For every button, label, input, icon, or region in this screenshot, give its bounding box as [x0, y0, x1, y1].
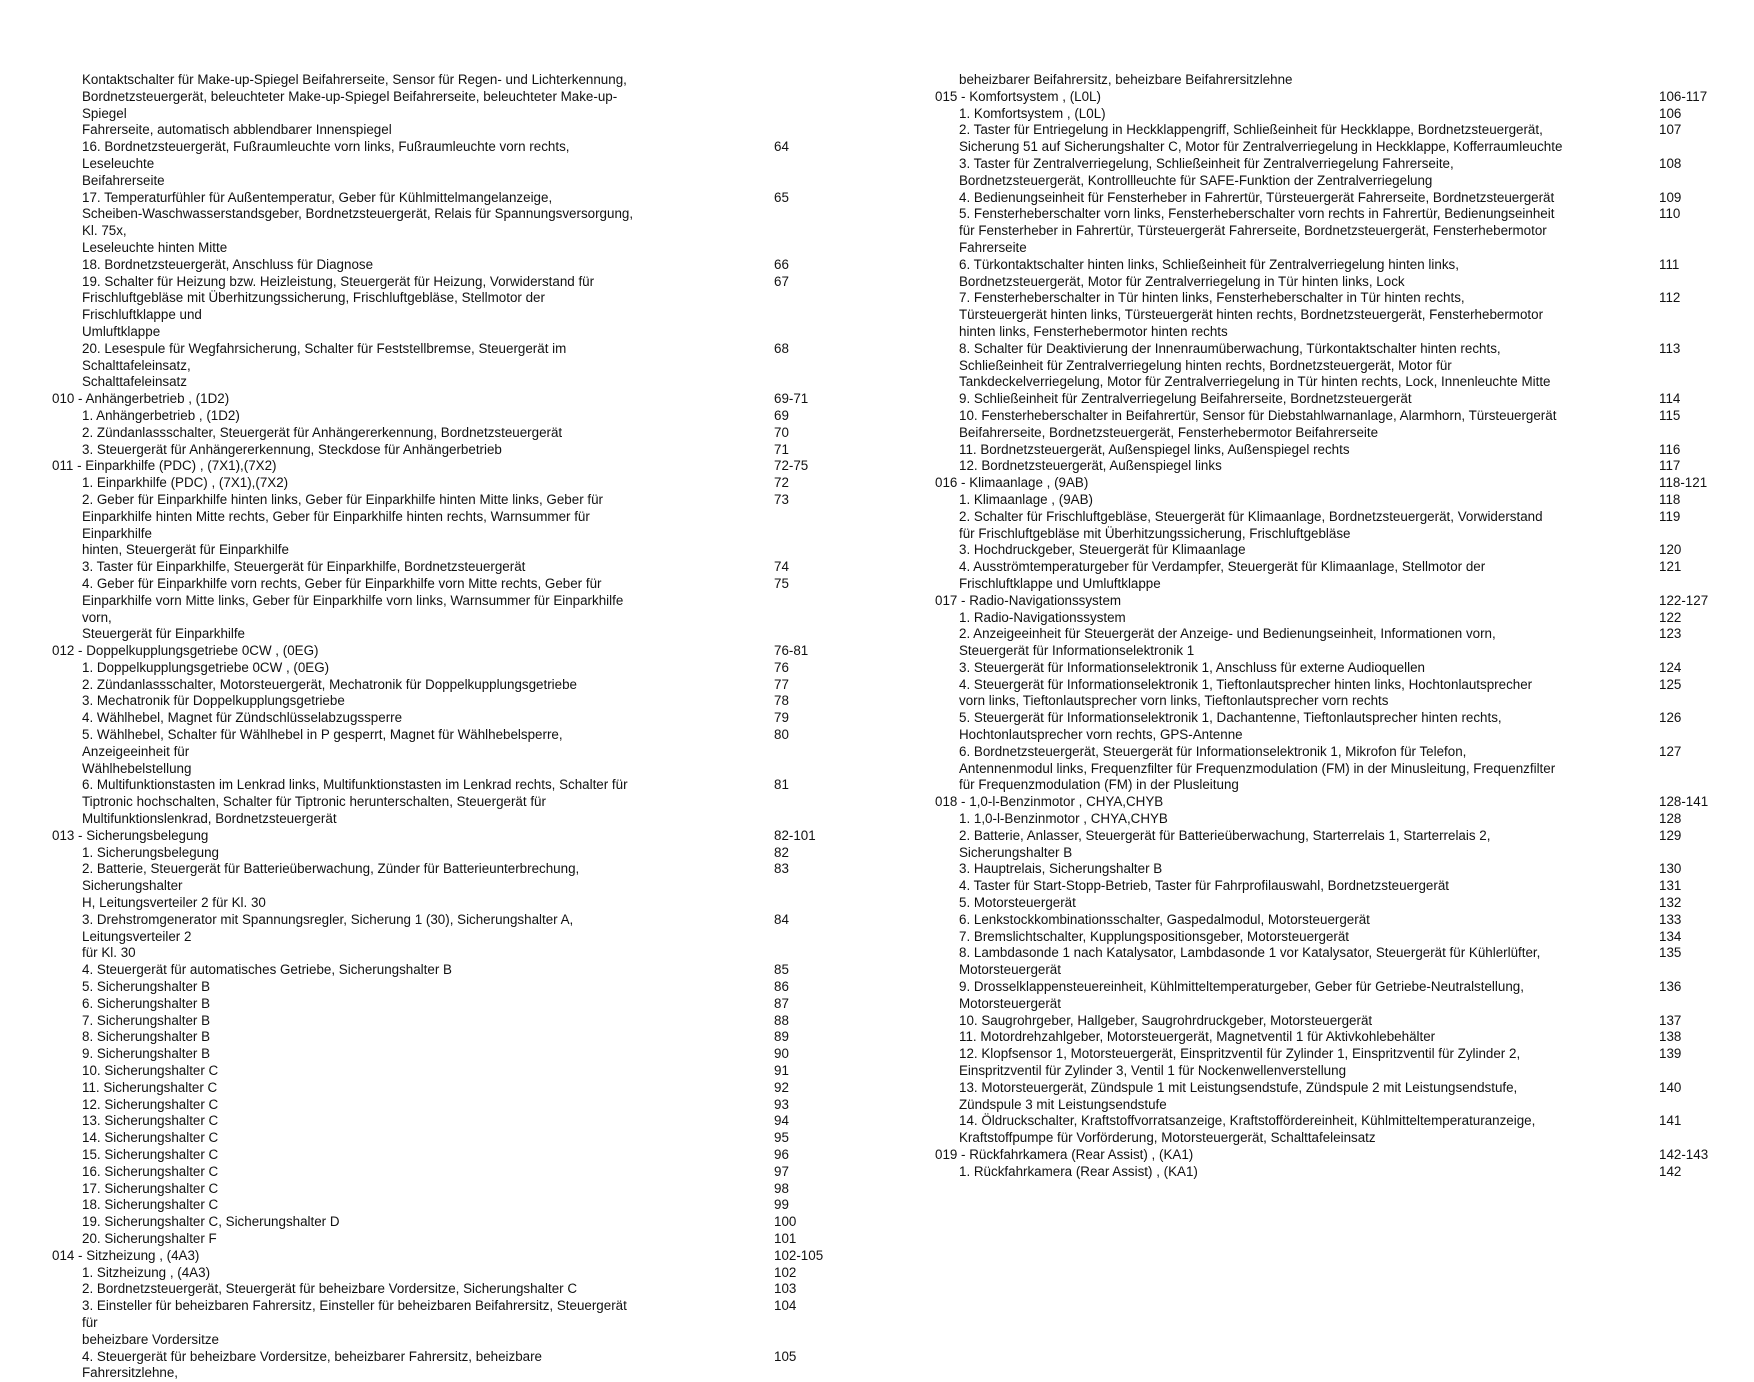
toc-entry-title: 3. Steuergerät für Informationselektronik 1, Anschluss für externe Audioquellen — [959, 659, 1425, 675]
toc-entry — [52, 777, 812, 827]
toc-page-number: 122 — [1659, 609, 1682, 625]
toc-entry — [52, 912, 812, 962]
toc-entry — [52, 1349, 812, 1382]
toc-page-number: 124 — [1659, 659, 1682, 675]
toc-page-number: 66 — [774, 256, 789, 272]
toc-entry-title: 014 - Sitzheizung , (4A3) — [52, 1247, 200, 1263]
toc-page-number: 72-75 — [774, 458, 809, 474]
toc-entry-title: 9. Schließeinheit für Zentralverriegelung Beifahrerseite, Bordnetzsteuergerät — [959, 391, 1412, 407]
toc-entry — [935, 190, 1715, 207]
toc-entry-title: 1. Komfortsystem , (L0L) — [959, 105, 1106, 121]
toc-page-number: 92 — [774, 1079, 789, 1095]
toc-entry — [935, 912, 1715, 929]
toc-entry-title: 6. Bordnetzsteuergerät, Steuergerät für Informationselektronik 1, Mikrofon für Telefon, Antennenmodul links, Frequenzfilter für Frequenzmodulation (FM) in der Minusleitung, Frequenzfilter für Frequenzmodulation (FM) in der Plusleitung — [959, 743, 1556, 793]
toc-entry-title: 013 - Sicherungsbelegung — [52, 827, 209, 843]
toc-entry-title: 16. Bordnetzsteuergerät, Fußraumleuchte vorn links, Fußraumleuchte vorn rechts, Leseleuchte Beifahrerseite — [82, 139, 570, 188]
toc-page-number: 109 — [1659, 189, 1682, 205]
toc-page-number: 99 — [774, 1197, 789, 1213]
toc-left-column — [52, 72, 824, 1382]
toc-entry-title: 1. Einparkhilfe (PDC) , (7X1),(7X2) — [82, 475, 289, 491]
toc-entry — [52, 559, 812, 576]
toc-entry — [935, 1113, 1715, 1147]
toc-entry-title: 8. Lambdasonde 1 nach Katalysator, Lambdasonde 1 vor Katalysator, Steuergerät für Kühlerlüfter, Motorsteuergerät — [959, 945, 1541, 978]
toc-entry-title: 2. Schalter für Frischluftgebläse, Steuergerät für Klimaanlage, Bordnetzsteuergerät, Vorwiderstand für Frischluftgebläse mit Überhitzungssicherung, Frischluftgebläse — [959, 508, 1543, 541]
toc-entry — [52, 979, 812, 996]
toc-page-number: 84 — [774, 911, 789, 927]
toc-entry — [935, 156, 1715, 190]
toc-entry — [935, 1046, 1715, 1080]
toc-entry — [52, 845, 812, 862]
toc-entry — [52, 1281, 812, 1298]
toc-entry — [52, 1080, 812, 1097]
toc-page-number: 86 — [774, 979, 789, 995]
toc-entry-title: 9. Drosselklappensteuereinheit, Kühlmitteltemperaturgeber, Geber für Getriebe-Neutralstellung, Motorsteuergerät — [959, 979, 1524, 1011]
toc-entry-title: 018 - 1,0-l-Benzinmotor , CHYA,CHYB — [935, 794, 1164, 810]
toc-page-number: 76-81 — [774, 643, 809, 659]
toc-entry-title: 1. Klimaanlage , (9AB) — [959, 491, 1093, 507]
toc-entry-title: 015 - Komfortsystem , (L0L) — [935, 88, 1101, 104]
toc-section-heading — [52, 1247, 824, 1265]
toc-page-number: 74 — [774, 559, 789, 575]
toc-entry — [935, 610, 1715, 627]
toc-entry — [935, 509, 1715, 543]
toc-entry-title: 010 - Anhängerbetrieb , (1D2) — [52, 391, 230, 407]
toc-entry — [935, 710, 1715, 744]
toc-entry — [52, 996, 812, 1013]
toc-page-number: 100 — [774, 1214, 797, 1230]
toc-entry-title: 3. Taster für Zentralverriegelung, Schließeinheit für Zentralverriegelung Fahrerseite, Bordnetzsteuergerät, Kontrollleuchte für SAFE-Funktion der Zentralverriegelung — [959, 155, 1454, 188]
toc-entry-title: 12. Klopfsensor 1, Motorsteuergerät, Einspritzventil für Zylinder 1, Einspritzventil für Zylinder 2, Einspritzventil für Zylinder 3, Ventil 1 für Nockenwellenverstellung — [959, 1046, 1521, 1079]
toc-entry-title: beheizbarer Beifahrersitz, beheizbare Beifahrersitzlehne — [959, 72, 1293, 87]
toc-entry-title: 3. Hochdruckgeber, Steuergerät für Klimaanlage — [959, 542, 1246, 558]
toc-entry — [52, 1063, 812, 1080]
toc-entry — [52, 1298, 812, 1348]
toc-page-number: 106 — [1659, 105, 1682, 121]
toc-entry — [935, 878, 1715, 895]
toc-page-number: 118 — [1659, 491, 1681, 507]
toc-entry — [52, 1197, 812, 1214]
toc-entry — [935, 1029, 1715, 1046]
toc-entry-title: 2. Anzeigeeinheit für Steuergerät der Anzeige- und Bedienungseinheit, Informationen vorn, Steuergerät für Informationselektronik 1 — [959, 626, 1496, 659]
toc-entry-title: 8. Sicherungshalter B — [82, 1029, 211, 1045]
toc-entry-title: Kontaktschalter für Make-up-Spiegel Beifahrerseite, Sensor für Regen- und Lichterkennung, Bordnetzsteuergerät, beleuchteter Make-up-Spiegel Beifahrerseite, beleuchteter Make-up-Spiegel Fahrerseite, automatisch abblendbarer Innenspiegel — [82, 72, 627, 138]
toc-entry-title: 2. Zündanlassschalter, Steuergerät für Anhängererkennung, Bordnetzsteuergerät — [82, 424, 563, 440]
toc-entry-title: 18. Bordnetzsteuergerät, Anschluss für Diagnose — [82, 256, 374, 272]
toc-page-number: 135 — [1659, 945, 1682, 961]
toc-entry — [52, 442, 812, 459]
toc-page-number: 119 — [1659, 508, 1681, 524]
toc-section-heading — [935, 1147, 1715, 1164]
toc-entry-title: 4. Steuergerät für automatisches Getriebe, Sicherungshalter B — [82, 962, 452, 978]
toc-section-heading — [52, 643, 812, 660]
toc-entry — [935, 1080, 1715, 1114]
toc-entry-title: 2. Taster für Entriegelung in Heckklappengriff, Schließeinheit für Heckklappe, Bordnetzsteuergerät, Sicherung 51 auf Sicherungshalter C, Motor für Zentralverriegelung in Heckklappe, Kofferraumleuchte — [959, 122, 1563, 155]
toc-entry — [52, 962, 812, 979]
toc-entry-title: 7. Fensterheberschalter in Tür hinten links, Fensterheberschalter in Tür hinten rechts, Türsteuergerät hinten links, Türsteuergerät hinten rechts, Bordnetzsteuergerät, Fensterhebermotor hinten links, Fensterhebermotor hinten rechts — [959, 290, 1544, 339]
toc-entry-title: 1. Radio-Navigationssystem — [959, 609, 1126, 625]
toc-entry-title: 19. Sicherungshalter C, Sicherungshalter D — [82, 1214, 340, 1230]
toc-entry-title: 4. Geber für Einparkhilfe vorn rechts, Geber für Einparkhilfe vorn Mitte rechts, Geber für Einparkhilfe vorn Mitte links, Geber für Einparkhilfe vorn links, Warnsummer für Einparkhilfe vorn, Steuergerät für Einparkhilfe — [82, 575, 624, 642]
toc-entry-title: 12. Bordnetzsteuergerät, Außenspiegel links — [959, 458, 1222, 474]
toc-entry-title: 6. Multifunktionstasten im Lenkrad links, Multifunktionstasten im Lenkrad rechts, Schalter für Tiptronic hochschalten, Schalter für Tiptronic herunterschalten, Steuergerät für Multifunktionslenkrad, Bordnetzsteuergerät — [82, 777, 628, 827]
toc-page-number: 128-141 — [1659, 794, 1709, 810]
toc-entry — [935, 206, 1715, 256]
toc-page-number: 76 — [774, 659, 789, 675]
toc-entry-title: 4. Taster für Start-Stopp-Betrieb, Taster für Fahrprofilauswahl, Bordnetzsteuergerät — [959, 878, 1449, 894]
toc-page-number: 91 — [774, 1063, 789, 1079]
toc-entry-title: 019 - Rückfahrkamera (Rear Assist) , (KA1) — [935, 1147, 1194, 1162]
toc-entry-title: 011 - Einparkhilfe (PDC) , (7X1),(7X2) — [52, 458, 277, 474]
toc-entry-title: 016 - Klimaanlage , (9AB) — [935, 475, 1089, 491]
toc-entry — [52, 1265, 812, 1282]
toc-page-number: 64 — [774, 139, 789, 155]
toc-entry-title: 14. Öldruckschalter, Kraftstoffvorratsanzeige, Kraftstoffördereinheit, Kühlmitteltemperaturanzeige, Kraftstoffpumpe für Vorförderung, Motorsteuergerät, Schalttafeleinsatz — [959, 1113, 1536, 1146]
toc-entry — [935, 828, 1715, 862]
toc-page-number: 121 — [1659, 559, 1682, 575]
toc-entry — [935, 811, 1715, 828]
toc-page-number: 138 — [1659, 1029, 1682, 1045]
toc-entry — [935, 341, 1715, 391]
toc-page-number: 105 — [774, 1348, 797, 1364]
toc-entry — [52, 1013, 812, 1030]
toc-page-number: 69 — [774, 407, 789, 423]
toc-entry — [52, 1130, 812, 1147]
toc-page-number: 85 — [774, 962, 789, 978]
toc-entry-title: 17. Sicherungshalter C — [82, 1180, 219, 1196]
toc-entry-title: 1. Doppelkupplungsgetriebe 0CW , (0EG) — [82, 659, 330, 675]
toc-entry-title: 7. Bremslichtschalter, Kupplungspositionsgeber, Motorsteuergerät — [959, 928, 1350, 944]
toc-entry-title: 2. Geber für Einparkhilfe hinten links, Geber für Einparkhilfe hinten Mitte links, Geber für Einparkhilfe hinten Mitte rechts, Geber für Einparkhilfe hinten rechts, Warnsummer für Einparkhilfe hinten, Steuergerät für Einparkhilfe — [82, 491, 603, 558]
toc-entry — [935, 559, 1715, 593]
toc-page-number: 67 — [774, 273, 789, 289]
toc-page-number: 77 — [774, 676, 789, 692]
toc-entry-title: 3. Mechatronik für Doppelkupplungsgetriebe — [82, 693, 345, 709]
toc-entry-title: 20. Lesespule für Wegfahrsicherung, Schalter für Feststellbremse, Steuergerät im Schalttafeleinsatz, Schalttafeleinsatz — [82, 340, 567, 390]
toc-entry — [52, 660, 812, 677]
toc-section-heading — [52, 827, 816, 845]
toc-entry-title: 2. Zündanlassschalter, Motorsteuergerät, Mechatronik für Doppelkupplungsgetriebe — [82, 676, 577, 692]
toc-entry — [52, 1029, 812, 1046]
toc-entry-title: 4. Steuergerät für beheizbare Vordersitze, beheizbarer Fahrersitz, beheizbare Fahrersitzlehne, — [82, 1348, 543, 1381]
toc-entry — [52, 408, 812, 425]
toc-section-heading — [935, 89, 1715, 106]
toc-entry — [935, 257, 1715, 291]
toc-page-number: 137 — [1659, 1012, 1682, 1028]
toc-entry — [935, 744, 1715, 794]
toc-entry — [52, 1046, 812, 1063]
toc-entry-title: 3. Steuergerät für Anhängererkennung, Steckdose für Anhängerbetrieb — [82, 441, 502, 457]
toc-page-number: 96 — [774, 1147, 789, 1162]
toc-entry-title: 1. Sicherungsbelegung — [82, 844, 219, 860]
toc-entry-title: 18. Sicherungshalter C — [82, 1197, 219, 1213]
toc-entry-title: 1. Anhängerbetrieb , (1D2) — [82, 407, 240, 423]
toc-page-number: 141 — [1659, 1113, 1682, 1129]
toc-page-number: 81 — [774, 777, 789, 793]
toc-page-number: 117 — [1659, 458, 1681, 474]
toc-page-number: 82-101 — [774, 827, 816, 843]
toc-page-number: 78 — [774, 693, 789, 709]
toc-page-number: 131 — [1659, 878, 1682, 894]
toc-entry — [52, 710, 812, 727]
toc-entry-title: 19. Schalter für Heizung bzw. Heizleistung, Steuergerät für Heizung, Vorwiderstand für Frischluftgebläse mit Überhitzungssicherung, Frischluftgebläse, Stellmotor der Frischluftklappe und Umluftklappe — [82, 273, 595, 339]
toc-page-number: 70 — [774, 424, 789, 440]
toc-entry-title: 3. Taster für Einparkhilfe, Steuergerät für Einparkhilfe, Bordnetzsteuergerät — [82, 559, 526, 575]
toc-entry-title: 3. Drehstromgenerator mit Spannungsregler, Sicherung 1 (30), Sicherungshalter A, Leitungsverteiler 2 für Kl. 30 — [82, 911, 574, 961]
toc-entry — [52, 1214, 812, 1231]
toc-page-number: 114 — [1659, 391, 1681, 407]
toc-page-number: 129 — [1659, 827, 1682, 843]
toc-page-number: 80 — [774, 727, 789, 743]
toc-entry-title: 5. Steuergerät für Informationselektronik 1, Dachantenne, Tieftonlautsprecher hinten rechts, Hochtonlautsprecher vorn rechts, GPS-Antenne — [959, 710, 1502, 743]
toc-entry — [935, 979, 1715, 1013]
toc-entry — [935, 929, 1715, 946]
toc-entry-title: 3. Einsteller für beheizbaren Fahrersitz, Einsteller für beheizbaren Beifahrersitz, Steuergerät für beheizbare Vordersitze — [82, 1298, 627, 1347]
toc-entry-title: 20. Sicherungshalter F — [82, 1230, 217, 1246]
toc-page-number: 111 — [1659, 256, 1680, 272]
toc-section-heading — [935, 593, 1715, 610]
toc-entry-title: 1. Sitzheizung , (4A3) — [82, 1264, 211, 1280]
toc-entry — [52, 677, 812, 694]
toc-page-number: 130 — [1659, 861, 1682, 877]
toc-entry — [52, 492, 812, 559]
toc-entry-title: 2. Batterie, Steuergerät für Batterieüberwachung, Zünder für Batterieunterbrechung, Sicherungshalter H, Leitungsverteiler 2 für Kl. 30 — [82, 861, 580, 911]
toc-page-number: 142 — [1659, 1163, 1682, 1179]
toc-entry — [52, 425, 812, 442]
toc-entry — [935, 492, 1715, 509]
toc-entry-title: 5. Fensterheberschalter vorn links, Fensterheberschalter vorn rechts in Fahrertür, Bedienungseinheit für Fensterheber in Fahrertür, Türsteuergerät Fahrerseite, Bordnetzsteuergerät, Fensterhebermotor Fahrerseite — [959, 206, 1555, 255]
toc-entry — [52, 1164, 812, 1181]
toc-entry — [52, 257, 812, 274]
toc-entry — [52, 693, 812, 710]
toc-entry — [52, 1181, 812, 1198]
toc-entry-title: 17. Temperaturfühler für Außentemperatur, Geber für Kühlmittelmangelanzeige, Scheiben-Waschwasserstandsgeber, Bordnetzsteuergerät, Relais für Spannungsversorgung, Kl. 75x, Leseleuchte hinten Mitte — [82, 189, 634, 255]
toc-page-number: 110 — [1659, 206, 1681, 222]
toc-section-heading — [935, 794, 1715, 811]
toc-page-number: 132 — [1659, 895, 1682, 911]
toc-page-number: 88 — [774, 1012, 789, 1028]
toc-entry — [935, 442, 1715, 459]
toc-page-number: 82 — [774, 844, 789, 860]
toc-entry-title: 12. Sicherungshalter C — [82, 1096, 219, 1112]
toc-entry — [52, 475, 812, 492]
toc-entry — [935, 542, 1715, 559]
toc-page-number: 69-71 — [774, 391, 809, 407]
toc-entry — [935, 106, 1715, 123]
toc-entry-title: 5. Motorsteuergerät — [959, 895, 1076, 911]
toc-entry — [52, 861, 812, 911]
toc-page-number: 73 — [774, 491, 789, 507]
toc-page-number: 107 — [1659, 122, 1682, 138]
toc-page-number: 75 — [774, 575, 789, 591]
toc-entry-title: 6. Lenkstockkombinationsschalter, Gaspedalmodul, Motorsteuergerät — [959, 911, 1370, 927]
toc-entry — [52, 576, 812, 643]
toc-entry-title: 1. Rückfahrkamera (Rear Assist) , (KA1) — [959, 1163, 1198, 1179]
toc-page-number: 112 — [1659, 290, 1681, 306]
toc-entry — [935, 72, 1715, 89]
toc-page-number: 116 — [1659, 441, 1681, 457]
toc-entry — [52, 1147, 812, 1164]
toc-page-number: 89 — [774, 1029, 789, 1045]
toc-page-number: 115 — [1659, 407, 1681, 423]
toc-entry-title: 11. Motordrehzahlgeber, Motorsteuergerät, Magnetventil 1 für Aktivkohlebehälter — [959, 1029, 1436, 1045]
toc-entry-title: 7. Sicherungshalter B — [82, 1012, 211, 1028]
toc-entry — [52, 190, 812, 257]
toc-entry — [935, 895, 1715, 912]
toc-entry-title: 1. 1,0-l-Benzinmotor , CHYA,CHYB — [959, 811, 1168, 827]
toc-page-number: 83 — [774, 861, 789, 877]
toc-page-number: 113 — [1659, 340, 1681, 356]
toc-page-number: 123 — [1659, 626, 1682, 642]
toc-page-number: 108 — [1659, 155, 1682, 171]
toc-entry-title: 13. Sicherungshalter C — [82, 1113, 219, 1129]
toc-entry-title: 11. Bordnetzsteuergerät, Außenspiegel links, Außenspiegel rechts — [959, 441, 1350, 457]
toc-entry — [52, 72, 812, 139]
toc-page-number: 136 — [1659, 979, 1682, 995]
toc-page-number: 94 — [774, 1113, 789, 1129]
toc-entry-title: 5. Sicherungshalter B — [82, 979, 211, 995]
toc-page-number: 102 — [774, 1264, 797, 1280]
toc-entry — [935, 677, 1715, 711]
toc-page-number: 106-117 — [1659, 88, 1708, 104]
toc-entry-title: 5. Wählhebel, Schalter für Wählhebel in P gesperrt, Magnet für Wählhebelsperre, Anzeigeeinheit für Wählhebelstellung — [82, 727, 563, 776]
toc-entry-title: 2. Batterie, Anlasser, Steuergerät für Batterieüberwachung, Starterrelais 1, Starterrelais 2, Sicherungshalter B — [959, 827, 1491, 860]
toc-entry — [52, 1113, 812, 1130]
toc-entry-title: 3. Hauptrelais, Sicherungshalter B — [959, 861, 1163, 877]
toc-entry-title: 6. Sicherungshalter B — [82, 995, 211, 1011]
toc-entry-title: 13. Motorsteuergerät, Zündspule 1 mit Leistungsendstufe, Zündspule 2 mit Leistungsendstufe, Zündspule 3 mit Leistungsendstufe — [959, 1079, 1518, 1112]
toc-page-number: 125 — [1659, 676, 1682, 692]
toc-entry — [935, 660, 1715, 677]
toc-page-number: 126 — [1659, 710, 1682, 726]
toc-page-number: 71 — [774, 441, 789, 457]
toc-page-number: 133 — [1659, 911, 1682, 927]
toc-entry-title: 10. Fensterheberschalter in Beifahrertür, Sensor für Diebstahlwarnanlage, Alarmhorn, Türsteuergerät Beifahrerseite, Bordnetzsteuergerät, Fensterhebermotor Beifahrerseite — [959, 407, 1557, 440]
toc-entry — [935, 408, 1715, 442]
toc-entry — [935, 861, 1715, 878]
toc-page-number: 128 — [1659, 811, 1682, 827]
toc-entry — [935, 1164, 1715, 1181]
toc-entry — [52, 139, 812, 189]
toc-section-heading — [52, 458, 812, 475]
toc-page-number: 120 — [1659, 542, 1682, 558]
toc-entry — [935, 626, 1715, 660]
toc-entry-title: 10. Sicherungshalter C — [82, 1063, 219, 1079]
toc-page-number: 134 — [1659, 928, 1682, 944]
toc-entry-title: 4. Steuergerät für Informationselektronik 1, Tieftonlautsprecher hinten links, Hochtonlautsprecher vorn links, Tieftonlautsprecher vorn links, Tieftonlautsprecher vorn rechts — [959, 676, 1533, 709]
toc-page-number: 90 — [774, 1046, 789, 1062]
toc-entry — [935, 290, 1715, 340]
toc-entry-title: 2. Bordnetzsteuergerät, Steuergerät für beheizbare Vordersitze, Sicherungshalter C — [82, 1281, 577, 1297]
toc-entry — [935, 122, 1715, 156]
toc-right-column — [935, 72, 1715, 1181]
toc-entry-title: 8. Schalter für Deaktivierung der Innenraumüberwachung, Türkontaktschalter hinten rechts, Schließeinheit für Zentralverriegelung hinten rechts, Bordnetzsteuergerät, Motor für Tankdeckelverriegelung, Motor für Zentralverriegelung in Tür hinten rechts, Lock, Innenleuchte Mitte — [959, 340, 1551, 390]
toc-entry-title: 16. Sicherungshalter C — [82, 1163, 219, 1179]
toc-entry-title: 9. Sicherungshalter B — [82, 1046, 211, 1062]
toc-entry — [935, 391, 1715, 408]
toc-page-number: 97 — [774, 1163, 789, 1179]
toc-entry — [52, 1231, 812, 1248]
toc-page-number: 102-105 — [774, 1247, 824, 1263]
toc-page-number: 127 — [1659, 743, 1682, 759]
toc-page-number: 98 — [774, 1180, 789, 1196]
toc-page-number: 101 — [774, 1230, 797, 1246]
toc-entry-title: 017 - Radio-Navigationssystem — [935, 592, 1122, 608]
toc-page-number: 65 — [774, 189, 789, 205]
toc-page-number: 142-143 — [1659, 1147, 1709, 1162]
toc-entry — [52, 274, 812, 341]
toc-entry-title: 15. Sicherungshalter C — [82, 1147, 219, 1162]
toc-entry-title: 14. Sicherungshalter C — [82, 1130, 219, 1146]
toc-entry-title: 4. Bedienungseinheit für Fensterheber in Fahrertür, Türsteuergerät Fahrerseite, Bordnetzsteuergerät — [959, 189, 1555, 205]
toc-entry-title: 6. Türkontaktschalter hinten links, Schließeinheit für Zentralverriegelung hinten links, Bordnetzsteuergerät, Motor für Zentralverriegelung in Tür hinten links, Lock — [959, 256, 1459, 289]
toc-page-number: 95 — [774, 1130, 789, 1146]
toc-entry-title: 4. Ausströmtemperaturgeber für Verdampfer, Steuergerät für Klimaanlage, Stellmotor der Frischluftklappe und Umluftklappe — [959, 559, 1486, 591]
toc-page-number: 93 — [774, 1096, 789, 1112]
toc-section-heading — [935, 475, 1715, 492]
toc-page-number: 87 — [774, 995, 789, 1011]
toc-page-number: 104 — [774, 1298, 797, 1314]
toc-page-number: 122-127 — [1659, 592, 1709, 608]
toc-page-number: 79 — [774, 710, 789, 726]
toc-entry-title: 11. Sicherungshalter C — [82, 1079, 218, 1095]
toc-page-number: 118-121 — [1659, 475, 1708, 491]
toc-entry — [52, 341, 812, 391]
toc-entry — [52, 1097, 812, 1114]
toc-page-number: 140 — [1659, 1079, 1682, 1095]
toc-entry — [935, 1013, 1715, 1030]
toc-entry-title: 10. Saugrohrgeber, Hallgeber, Saugrohrdruckgeber, Motorsteuergerät — [959, 1012, 1373, 1028]
toc-section-heading — [52, 391, 812, 408]
toc-page-number: 103 — [774, 1281, 797, 1297]
toc-page-number: 72 — [774, 475, 789, 491]
toc-page-number: 139 — [1659, 1046, 1682, 1062]
toc-entry — [935, 945, 1715, 979]
toc-entry — [935, 458, 1715, 475]
toc-page-number: 68 — [774, 340, 789, 356]
toc-entry-title: 012 - Doppelkupplungsgetriebe 0CW , (0EG) — [52, 643, 319, 659]
toc-entry-title: 4. Wählhebel, Magnet für Zündschlüsselabzugssperre — [82, 710, 403, 726]
toc-entry — [52, 727, 812, 777]
